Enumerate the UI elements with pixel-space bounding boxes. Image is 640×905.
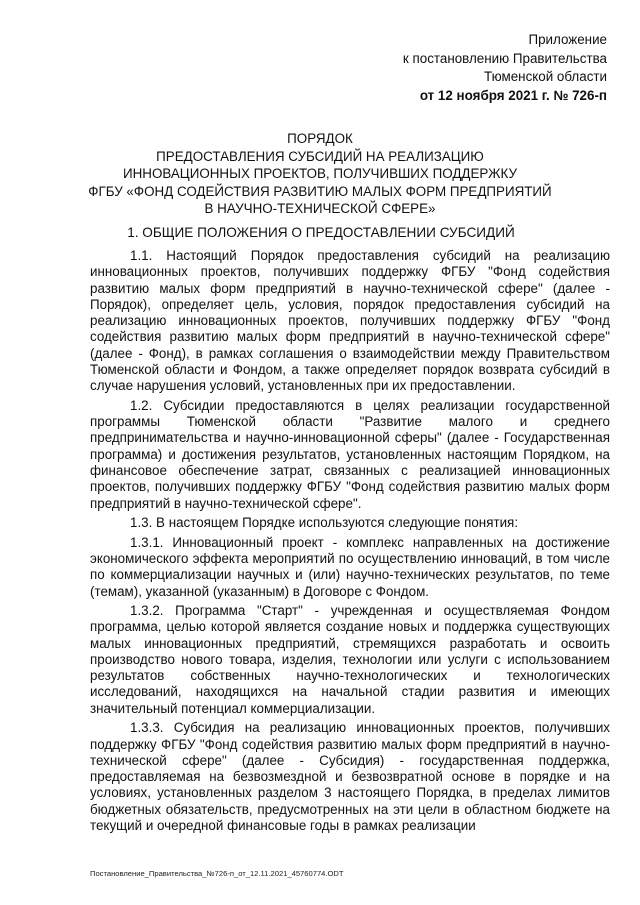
paragraph-1-2: 1.2. Субсидии предоставляются в целях реализации государственной программы Тюменской области "Развитие малого и среднего предпринимательства и научно-инновационной сферы" (далее - Государственная программа) и достижения результатов, установленных настоящим Порядком, на финансовое обеспечение затрат, связанных с реализацией инновационных проектов, получивших поддержку ФГБУ "Фонд содействия развитию малых форм предприятий в научно-технической сфере". <box>90 397 610 511</box>
document-body <box>90 248 610 838</box>
file-footer: Постановление_Правительства_№726-п_от_12.11.2021_45760774.ODT <box>90 869 344 878</box>
paragraph-1-3-2: 1.3.2. Программа "Старт" - учрежденная и осуществляемая Фондом программа, целью которой является создание новых и поддержка существующих малых инновационных предприятий, стремящихся разработать и освоить производство нового товара, изделия, технологии или услуги с использованием результатов собственных научно-технологических и технологических исследований, находящихся на начальной стадии развития и имеющих значительный потенциал коммерциализации. <box>90 602 610 716</box>
document-title <box>48 130 592 218</box>
title-line: ПОРЯДОК <box>287 131 353 146</box>
title-line: ИННОВАЦИОННЫХ ПРОЕКТОВ, ПОЛУЧИВШИХ ПОДДЕРЖКУ <box>123 166 517 182</box>
title-line: ПРЕДОСТАВЛЕНИЯ СУБСИДИЙ НА РЕАЛИЗАЦИЮ <box>156 148 484 164</box>
paragraph-1-1: 1.1. Настоящий Порядок предоставления субсидий на реализацию инновационных проектов, получивших поддержку ФГБУ "Фонд содействия развитию малых форм предприятий в научно-технической сфере" (далее - Порядок), определяет цель, условия, порядок предоставления субсидий на реализацию инновационных проектов, получивших поддержку ФГБУ "Фонд содействия развитию малых форм предприятий в научно-технической сфере" (далее - Фонд), в рамках соглашения о взаимодействии между Правительством Тюменской области и Фондом, а также определяет порядок возврата субсидий в случае нарушения условий, установленных при их предоставлении. <box>90 248 610 394</box>
title-line: ФГБУ «ФОНД СОДЕЙСТВИЯ РАЗВИТИЮ МАЛЫХ ФОРМ ПРЕДПРИЯТИЙ <box>88 183 552 199</box>
appendix-label: Приложение <box>528 32 607 47</box>
appendix-resolution-ref: к постановлению Правительства <box>402 50 607 66</box>
title-line: В НАУЧНО-ТЕХНИЧЕСКОЙ СФЕРЕ» <box>204 201 436 217</box>
section-heading: 1. ОБЩИЕ ПОЛОЖЕНИЯ О ПРЕДОСТАВЛЕНИИ СУБСИДИЙ <box>127 225 515 240</box>
appendix-date-number: от 12 ноября 2021 г. № 726-п <box>419 87 607 103</box>
appendix-region: Тюменской области <box>484 69 607 84</box>
paragraph-1-3-3: 1.3.3. Субсидия на реализацию инновационных проектов, получивших поддержку ФГБУ "Фонд содействия развитию малых форм предприятий в научно-технической сфере" (далее - Субсидия) - государственная поддержка, предоставляемая на безвозмездной и безвозвратной основе в порядке и на условиях, установленных разделом 3 настоящего Порядка, в пределах лимитов бюджетных обязательств, предусмотренных на эти цели в областном бюджете на текущий и очередной финансовые годы в рамках реализации <box>90 720 610 834</box>
appendix-block <box>347 31 607 105</box>
paragraph-1-3-1: 1.3.1. Инновационный проект - комплекс направленных на достижение экономического эффекта мероприятий по осуществлению инноваций, в том числе по коммерциализации научных и (или) научно-технических результатов, по теме (темам), указанной (указанным) в Договоре с Фондом. <box>90 534 610 599</box>
paragraph-1-3: 1.3. В настоящем Порядке используются следующие понятия: <box>130 515 519 531</box>
